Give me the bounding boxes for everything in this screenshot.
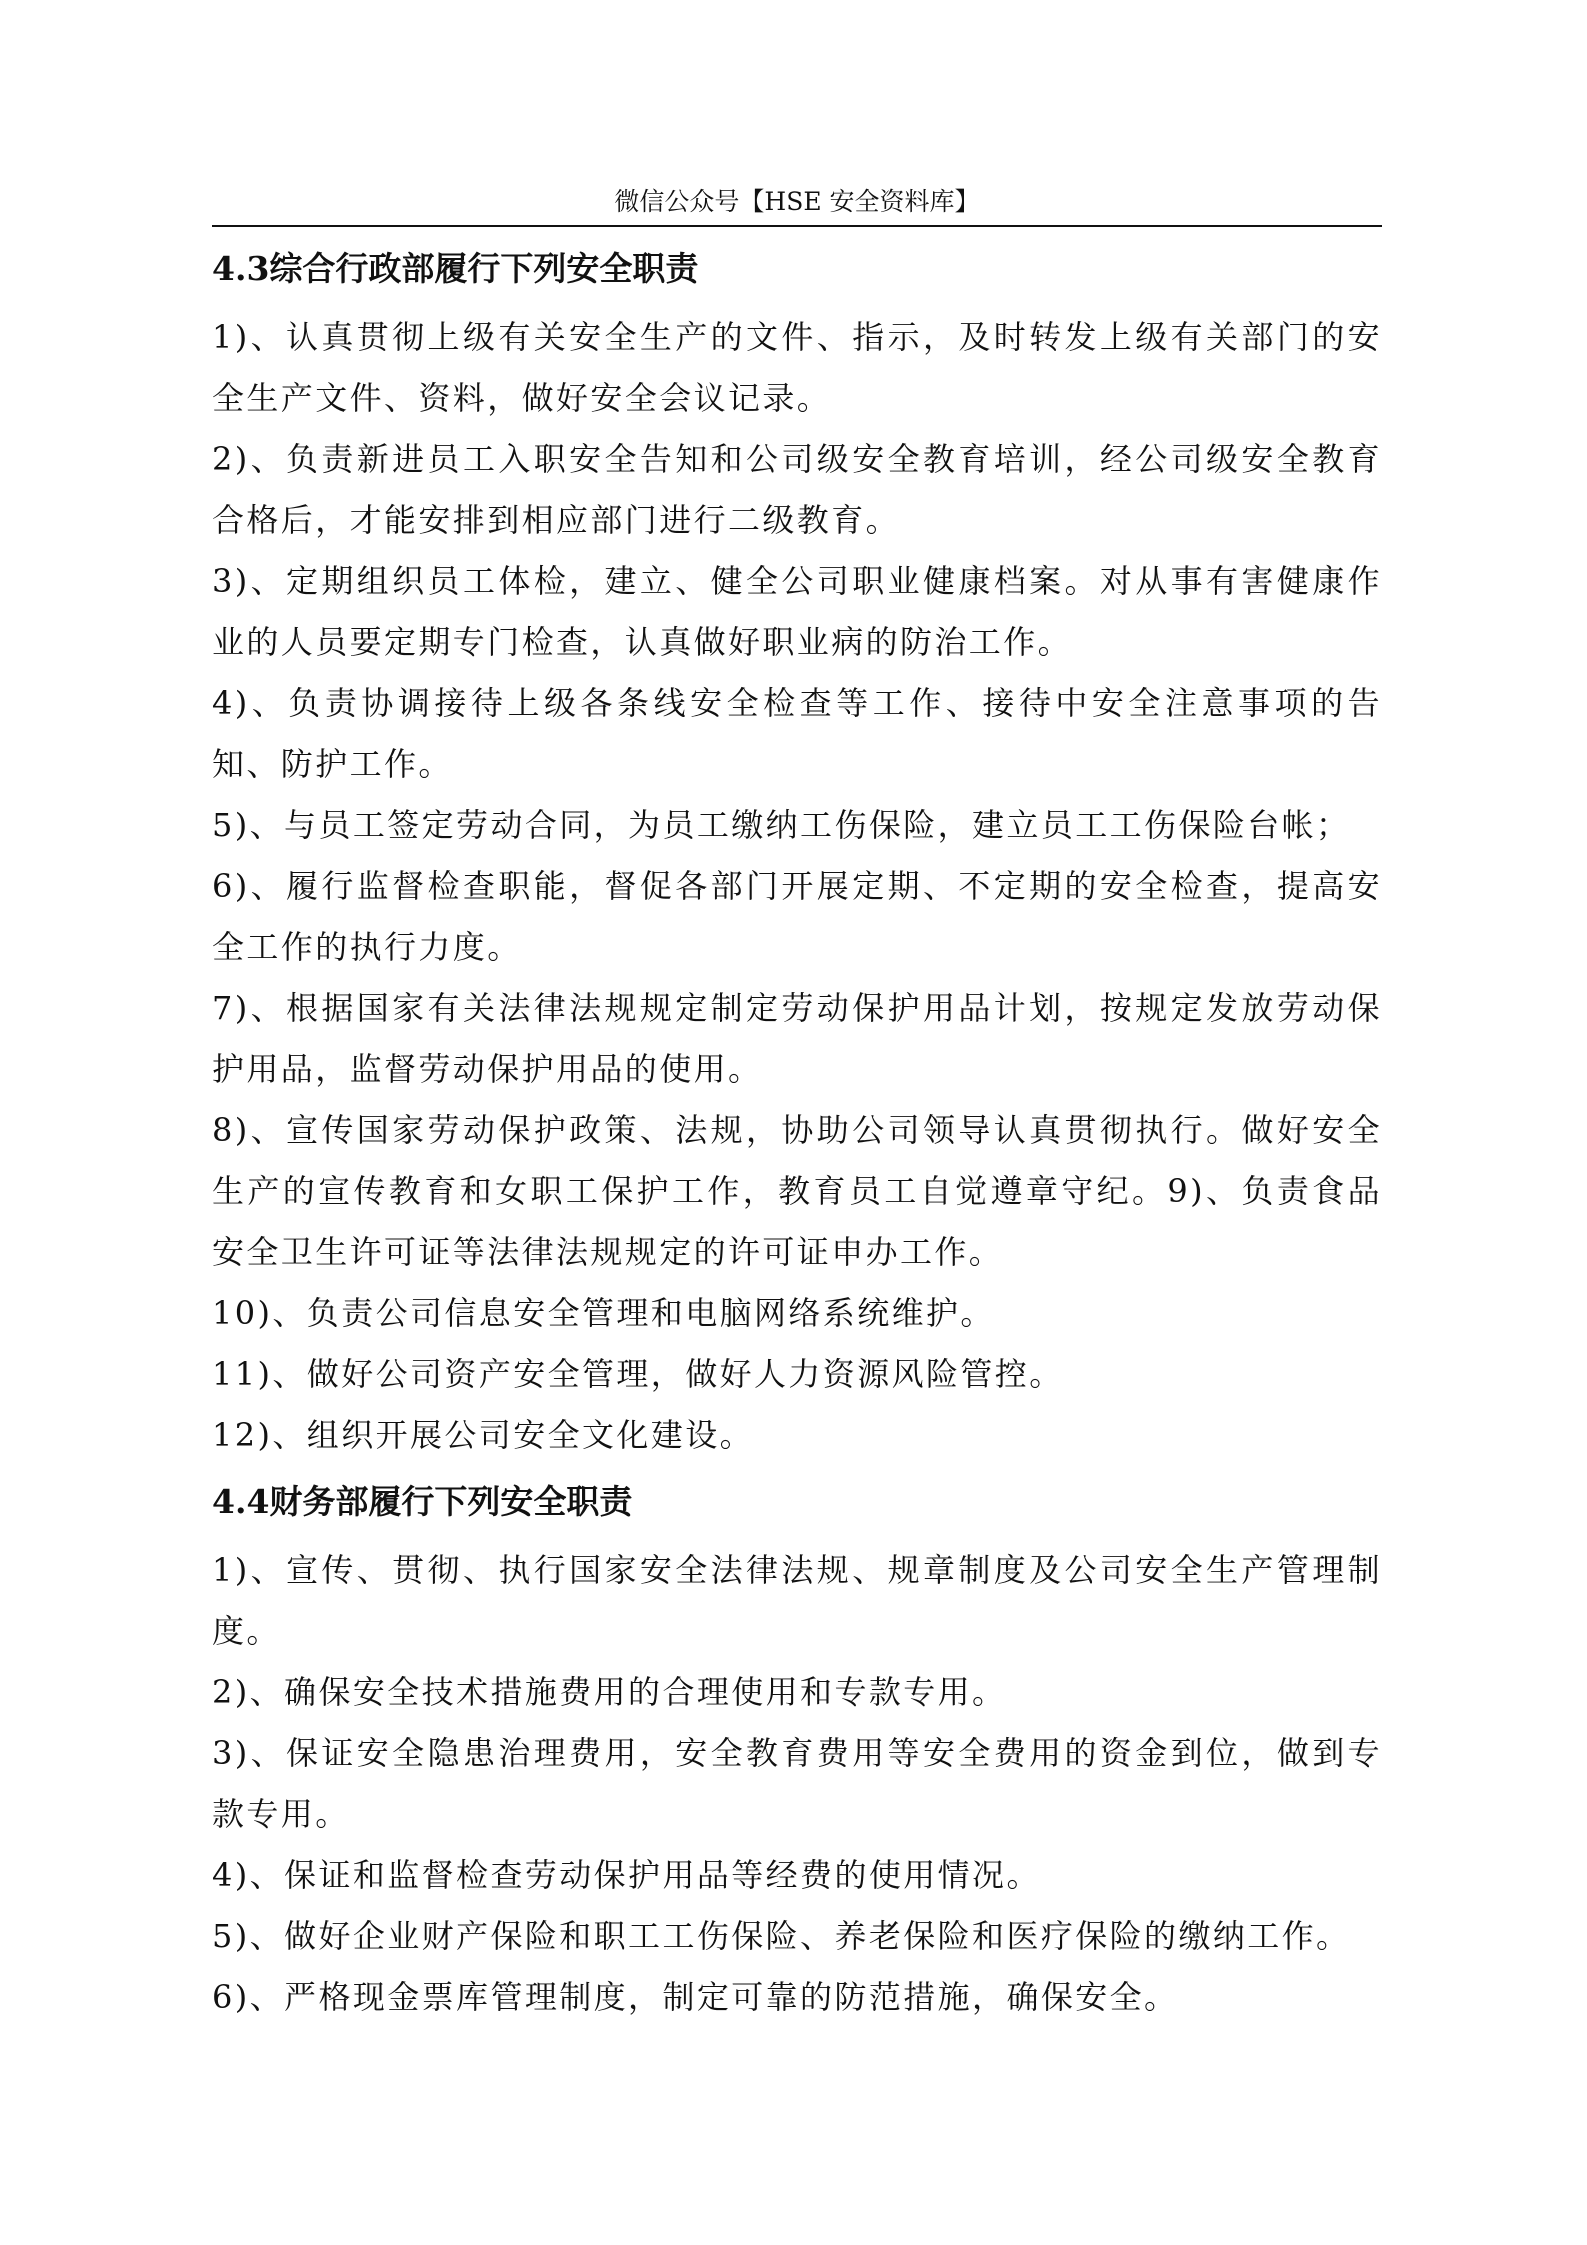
list-item: 5)、与员工签定劳动合同，为员工缴纳工伤保险，建立员工工伤保险台帐； <box>212 806 1351 844</box>
list-item: 6)、履行监督检查职能，督促各部门开展定期、不定期的安全检查，提高安全工作的执行力度。 <box>212 867 1382 966</box>
list-item: 10)、负责公司信息安全管理和电脑网络系统维护。 <box>212 1294 995 1332</box>
list-item: 5)、做好企业财产保险和职工工伤保险、养老保险和医疗保险的缴纳工作。 <box>212 1917 1351 1955</box>
page-header: 微信公众号【HSE 安全资料库】 <box>614 187 980 216</box>
list-item: 4)、负责协调接待上级各条线安全检查等工作、接待中安全注意事项的告知、防护工作。 <box>212 684 1382 783</box>
list-item: 6)、严格现金票库管理制度，制定可靠的防范措施，确保安全。 <box>212 1978 1179 2016</box>
list-item: 11)、做好公司资产安全管理，做好人力资源风险管控。 <box>212 1355 1064 1393</box>
section-admin-dept <box>212 243 1382 1466</box>
section-heading: 4.3综合行政部履行下列安全职责 <box>212 249 699 288</box>
list-item: 1)、宣传、贯彻、执行国家安全法律法规、规章制度及公司安全生产管理制度。 <box>212 1551 1382 1650</box>
list-item: 2)、负责新进员工入职安全告知和公司级安全教育培训，经公司级安全教育合格后，才能安排到相应部门进行二级教育。 <box>212 440 1382 539</box>
list-item: 2)、确保安全技术措施费用的合理使用和专款专用。 <box>212 1673 1007 1711</box>
list-item: 7)、根据国家有关法律法规规定制定劳动保护用品计划，按规定发放劳动保护用品，监督劳动保护用品的使用。 <box>212 989 1382 1088</box>
list-item: 8)、宣传国家劳动保护政策、法规，协助公司领导认真贯彻执行。做好安全生产的宣传教育和女职工保护工作，教育员工自觉遵章守纪。9)、负责食品安全卫生许可证等法律法规规定的许可证申办工作。 <box>212 1111 1382 1271</box>
list-item: 1)、认真贯彻上级有关安全生产的文件、指示，及时转发上级有关部门的安全生产文件、资料，做好安全会议记录。 <box>212 318 1382 417</box>
section-finance-dept <box>212 1476 1382 2028</box>
list-item: 4)、保证和监督检查劳动保护用品等经费的使用情况。 <box>212 1856 1041 1894</box>
list-item: 12)、组织开展公司安全文化建设。 <box>212 1416 755 1454</box>
list-item: 3)、保证安全隐患治理费用，安全教育费用等安全费用的资金到位，做到专款专用。 <box>212 1734 1382 1833</box>
document-body <box>212 243 1382 2028</box>
list-item: 3)、定期组织员工体检，建立、健全公司职业健康档案。对从事有害健康作业的人员要定期专门检查，认真做好职业病的防治工作。 <box>212 562 1382 661</box>
section-heading: 4.4财务部履行下列安全职责 <box>212 1482 633 1521</box>
header-divider <box>212 225 1382 227</box>
